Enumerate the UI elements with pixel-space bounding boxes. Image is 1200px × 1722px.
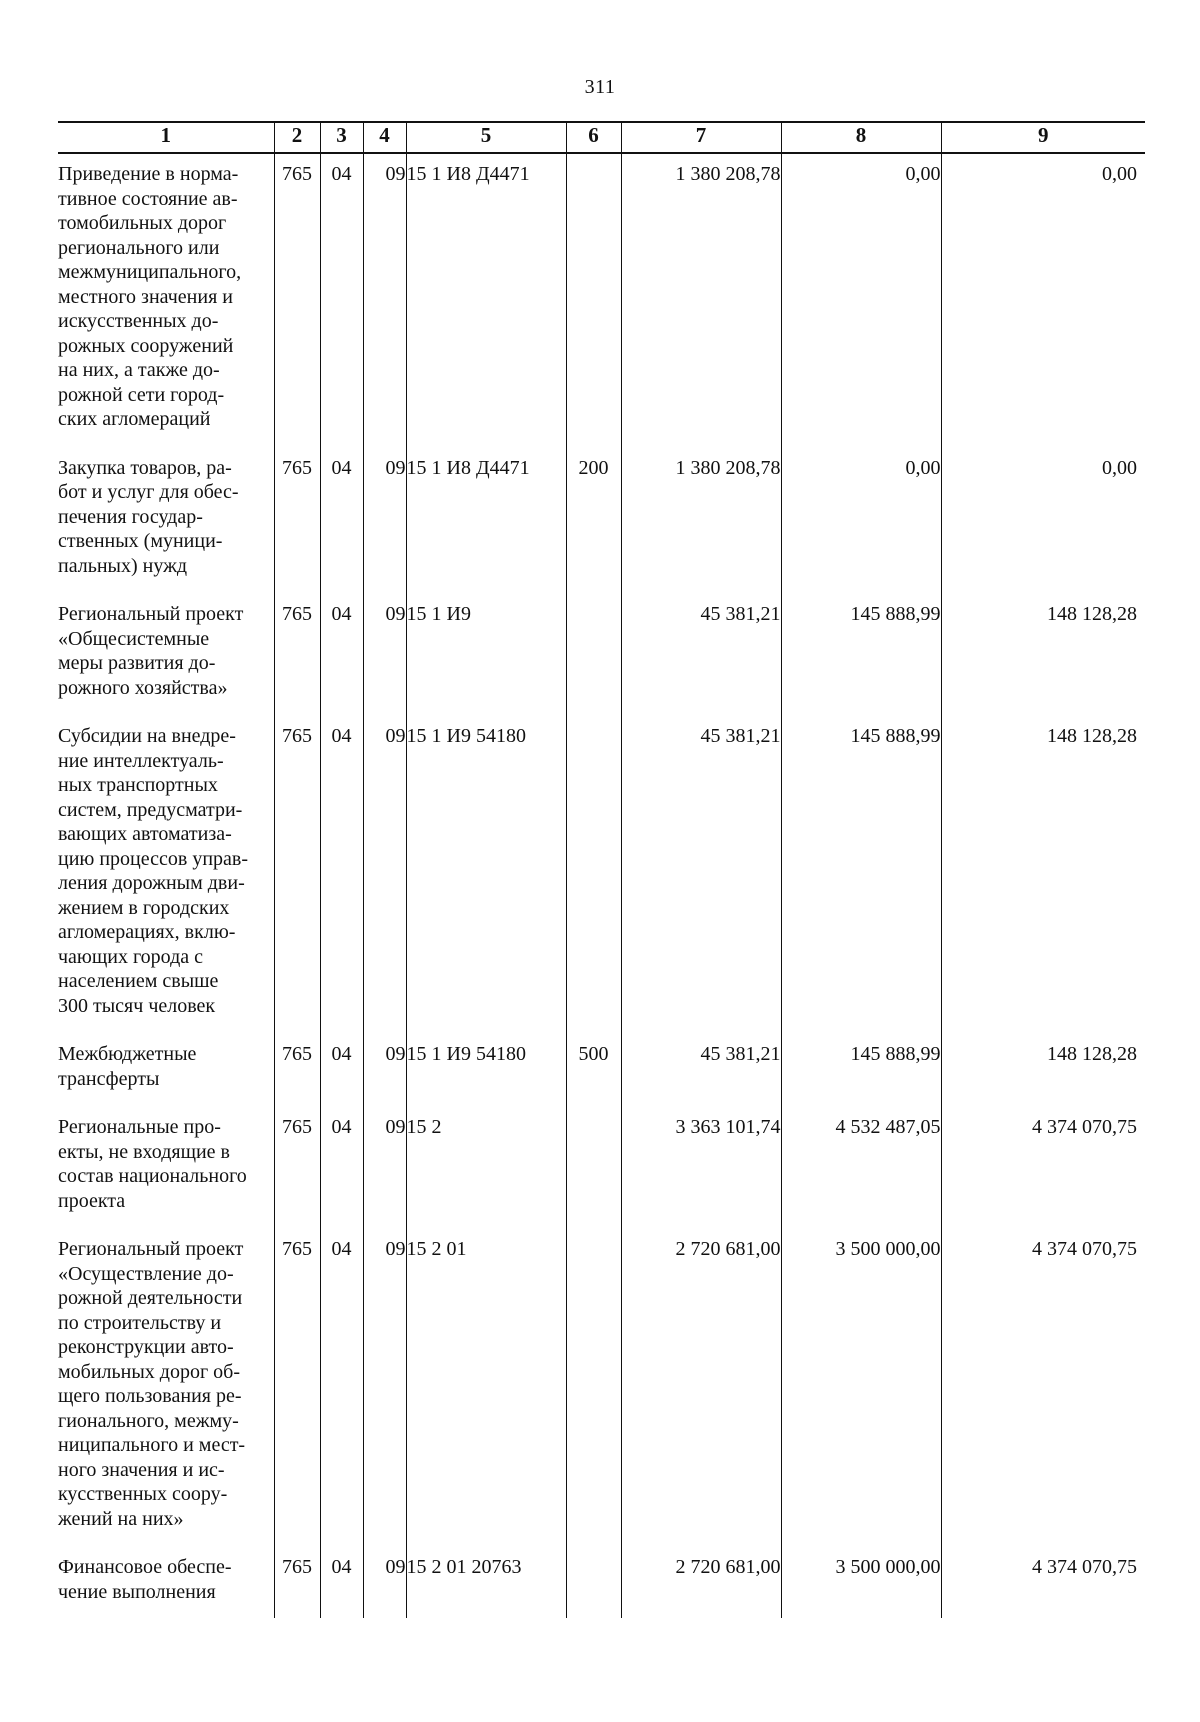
table-row xyxy=(58,1547,1145,1618)
cell-vr: 500 xyxy=(566,1034,621,1107)
header-col-1: 1 xyxy=(58,122,274,153)
cell-sum-8: 145 888,99 xyxy=(781,1034,941,1107)
table-row xyxy=(58,1107,1145,1229)
cell-sum-7: 2 720 681,00 xyxy=(621,1547,781,1618)
cell-pr: 09 xyxy=(363,716,406,1034)
cell-pr: 09 xyxy=(363,594,406,716)
cell-name xyxy=(58,448,274,595)
cell-pr: 09 xyxy=(363,1034,406,1107)
table-body xyxy=(58,153,1145,1618)
table-row xyxy=(58,448,1145,595)
name-text: Региональный проект «Общесистемные меры развития до- рожного хозяйства» xyxy=(58,603,244,699)
cell-sum-8: 0,00 xyxy=(781,153,941,448)
name-text: Закупка товаров, ра- бот и услуг для обес- печения государ- ственных (муници- пальных) нужд xyxy=(58,456,239,577)
cell-sum-7: 1 380 208,78 xyxy=(621,448,781,595)
cell-vr xyxy=(566,716,621,1034)
budget-table xyxy=(58,121,1145,1618)
cell-name xyxy=(58,1547,274,1618)
header-col-6: 6 xyxy=(566,122,621,153)
cell-ved: 765 xyxy=(274,153,320,448)
name-text: Региональный проект «Осуществление до- рожной деятельности по строительству и реконструкции авто- мобильных дорог об- щего пользования ре- гионального, межму- ниципального и мест- ного значения и ис- кусственных соору- жений на них» xyxy=(58,1238,246,1530)
cell-rz: 04 xyxy=(320,1034,363,1107)
cell-pr: 09 xyxy=(363,1547,406,1618)
name-text: Субсидии на внедре- ние интеллектуаль- ных транспортных систем, предусматри- вающих автоматиза- цию процессов управ- ления дорожным дви- жением в городских агломерациях, вклю- чающих города с населением свыше 300 тысяч человек xyxy=(58,725,249,1017)
cell-ved: 765 xyxy=(274,1034,320,1107)
cell-name xyxy=(58,594,274,716)
cell-vr xyxy=(566,1107,621,1229)
name-text: Региональные про- екты, не входящие в состав национального проекта xyxy=(58,1116,247,1212)
cell-name xyxy=(58,716,274,1034)
cell-name xyxy=(58,1107,274,1229)
cell-rz: 04 xyxy=(320,153,363,448)
name-text: Межбюджетные трансферты xyxy=(58,1043,197,1090)
header-col-4: 4 xyxy=(363,122,406,153)
cell-rz: 04 xyxy=(320,594,363,716)
table-row xyxy=(58,1229,1145,1547)
cell-ved: 765 xyxy=(274,448,320,595)
cell-csr: 15 1 И8 Д4471 xyxy=(406,448,566,595)
header-col-2: 2 xyxy=(274,122,320,153)
cell-vr xyxy=(566,153,621,448)
cell-rz: 04 xyxy=(320,448,363,595)
cell-sum-8: 145 888,99 xyxy=(781,716,941,1034)
header-col-8: 8 xyxy=(781,122,941,153)
cell-ved: 765 xyxy=(274,716,320,1034)
cell-ved: 765 xyxy=(274,1107,320,1229)
header-row xyxy=(58,122,1145,153)
cell-sum-8: 3 500 000,00 xyxy=(781,1547,941,1618)
cell-name xyxy=(58,153,274,448)
cell-pr: 09 xyxy=(363,153,406,448)
cell-sum-7: 3 363 101,74 xyxy=(621,1107,781,1229)
cell-csr: 15 1 И9 54180 xyxy=(406,716,566,1034)
cell-name xyxy=(58,1034,274,1107)
cell-csr: 15 2 xyxy=(406,1107,566,1229)
cell-vr xyxy=(566,1547,621,1618)
cell-ved: 765 xyxy=(274,1229,320,1547)
cell-sum-9: 148 128,28 xyxy=(941,1034,1145,1107)
cell-sum-9: 0,00 xyxy=(941,153,1145,448)
cell-sum-8: 3 500 000,00 xyxy=(781,1229,941,1547)
cell-vr xyxy=(566,594,621,716)
header-col-5: 5 xyxy=(406,122,566,153)
table-row xyxy=(58,716,1145,1034)
cell-vr: 200 xyxy=(566,448,621,595)
table-row xyxy=(58,1034,1145,1107)
header-col-9: 9 xyxy=(941,122,1145,153)
cell-sum-7: 45 381,21 xyxy=(621,1034,781,1107)
cell-rz: 04 xyxy=(320,716,363,1034)
cell-sum-9: 0,00 xyxy=(941,448,1145,595)
cell-csr: 15 1 И9 xyxy=(406,594,566,716)
cell-sum-7: 2 720 681,00 xyxy=(621,1229,781,1547)
cell-rz: 04 xyxy=(320,1547,363,1618)
header-col-7: 7 xyxy=(621,122,781,153)
name-text: Финансовое обеспе- чение выполнения xyxy=(58,1556,232,1603)
cell-vr xyxy=(566,1229,621,1547)
cell-ved: 765 xyxy=(274,1547,320,1618)
cell-sum-8: 0,00 xyxy=(781,448,941,595)
cell-sum-7: 45 381,21 xyxy=(621,716,781,1034)
cell-sum-9: 148 128,28 xyxy=(941,716,1145,1034)
cell-sum-8: 4 532 487,05 xyxy=(781,1107,941,1229)
cell-sum-9: 4 374 070,75 xyxy=(941,1107,1145,1229)
cell-csr: 15 2 01 xyxy=(406,1229,566,1547)
name-text: Приведение в норма- тивное состояние ав- томобильных дорог регионального или межмуниципального, местного значения и искусственных до- рожных сооружений на них, а также до- рожной сети город- ских агломераций xyxy=(58,163,242,430)
cell-rz: 04 xyxy=(320,1107,363,1229)
cell-ved: 765 xyxy=(274,594,320,716)
header-col-3: 3 xyxy=(320,122,363,153)
cell-rz: 04 xyxy=(320,1229,363,1547)
cell-sum-9: 4 374 070,75 xyxy=(941,1547,1145,1618)
cell-pr: 09 xyxy=(363,1107,406,1229)
page-number: 311 xyxy=(584,76,616,98)
cell-pr: 09 xyxy=(363,448,406,595)
cell-csr: 15 1 И9 54180 xyxy=(406,1034,566,1107)
cell-sum-9: 4 374 070,75 xyxy=(941,1229,1145,1547)
cell-name xyxy=(58,1229,274,1547)
cell-csr: 15 1 И8 Д4471 xyxy=(406,153,566,448)
table-header xyxy=(58,122,1145,153)
cell-sum-8: 145 888,99 xyxy=(781,594,941,716)
table-row xyxy=(58,153,1145,448)
cell-csr: 15 2 01 20763 xyxy=(406,1547,566,1618)
cell-sum-7: 1 380 208,78 xyxy=(621,153,781,448)
cell-sum-9: 148 128,28 xyxy=(941,594,1145,716)
cell-sum-7: 45 381,21 xyxy=(621,594,781,716)
cell-pr: 09 xyxy=(363,1229,406,1547)
table-row xyxy=(58,594,1145,716)
